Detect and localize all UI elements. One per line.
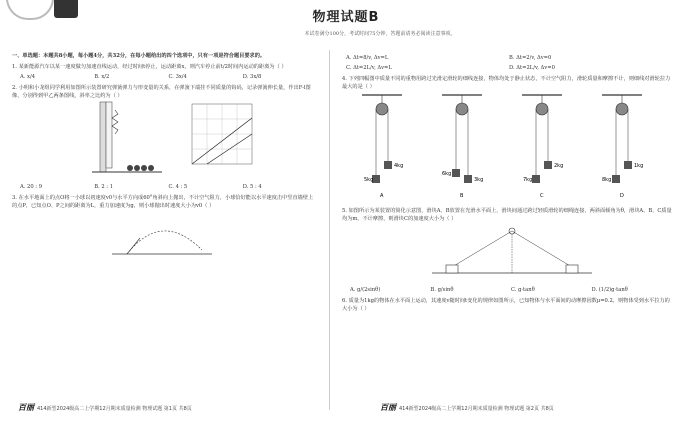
option-b: B. g/sinθ [430, 287, 454, 293]
question-5: 5. 如图所示为某装置的简化示意图，滑块A、B放置在光滑水平面上，滑块间通过跨过轻质滑轮的细绳连接，两斜面倾角为θ，滑块A、B、C质量均为m，不计摩擦，则滑块C的加速度大小为（ ） [342, 208, 672, 222]
mass-left: 8kg [602, 177, 612, 183]
pulley-d [602, 95, 643, 199]
option-c: C. 4 : 5 [168, 184, 188, 190]
mass-right: 3kg [474, 177, 484, 183]
pulley-b [442, 95, 483, 199]
mass-right: 4kg [394, 163, 404, 169]
trajectory [127, 231, 202, 254]
incline-figure [342, 223, 672, 281]
option-label: A [380, 193, 384, 199]
option-a: A. 20 : 9 [20, 184, 42, 190]
question-6: 6. 质量为1kg的物体在水平面上运动，其速度v随时间t变化的规律如图所示，已知物体与水平面间的动摩擦因数μ=0.2，则物体受到水平拉力的大小为（ ） [342, 298, 670, 312]
exam-instructions: 本试卷满分100分，考试时间75分钟，答题前请务必阅读注意事项。 [304, 31, 456, 37]
projectile-figure [12, 210, 317, 260]
option-label: B [460, 193, 464, 199]
footer-right [380, 402, 554, 413]
brand-logo: 百丽 [380, 403, 396, 412]
question-5-options [350, 286, 672, 294]
spring-apparatus [92, 102, 162, 172]
option-b: B. 2 : 1 [94, 184, 114, 190]
option-b: B. Δt=2/v, Δv=0 [509, 55, 552, 61]
pulley-a [362, 95, 403, 199]
section-heading: 一、单选题：本题共8小题，每小题4分，共32分，在每小题给出的四个选项中，只有一项是符合题目要求的。 [12, 53, 266, 59]
option-label: D [620, 193, 624, 199]
question-1: 1. 某新能源汽车以某一速度做匀加速直线运动，经过时间t停止，运动距离x，则汽车停止前t/2时间内运动的距离为（ ） [12, 64, 287, 70]
option-a: A. x/4 [20, 74, 36, 80]
option-d: D. Δt=2L/v, Δv=0 [509, 65, 555, 71]
mass-left: 6kg [442, 171, 452, 177]
brand-logo: 百丽 [18, 403, 34, 412]
question-3: 3. 在水平地面上的点O将一小球以初速度v0与水平方向成60°角斜向上抛出，不计空气阻力，小球恰好能以水平速度击中竖直墙壁上的点P，已知点O、P之间的距离为L，重力加速度为g，则小球抛出时速度大小为v0（ ） [12, 195, 314, 209]
footer-left [18, 402, 192, 413]
option-a: A. g/(2sinθ) [350, 287, 381, 293]
right-column [342, 52, 672, 313]
force-length-graph [192, 104, 252, 164]
left-column [12, 52, 317, 263]
option-b: B. x/2 [94, 74, 110, 80]
footer-text: 414新型2024级高二上学期12月期末质量检测 物理试题 第1页 共8页 [37, 406, 192, 412]
mass-right: 2kg [554, 163, 564, 169]
question-4: 4. 下列四幅图中质量不同的重物用跨过光滑定滑轮的细线连接，物体均处于静止状态，不计空气阻力，滑轮质量和摩擦不计，则细线对滑轮拉力最大的是（ ） [342, 76, 671, 90]
option-d: D. 3x/8 [242, 74, 262, 80]
question-2: 2. 小明和小龙组同学利用如图所示装置研究弹簧弹力与形变量的关系，在弹簧下端挂不同质量的钩码，记录弹簧伸长量，作出F-l图像，分别得到甲乙两条图线，斜率之比约为（ ） [12, 85, 311, 99]
footer-text: 414新型2024级高二上学期12月期末质量检测 物理试题 第2页 共8页 [399, 406, 554, 412]
option-c: C. g·tanθ [511, 287, 535, 293]
mass-left: 7kg [523, 177, 533, 183]
pulley-figures [342, 91, 672, 201]
option-d: D. 5 : 4 [242, 184, 262, 190]
question-2-options [20, 183, 317, 191]
prev-question-options-row1 [346, 54, 672, 62]
option-d: D. (1/2)g·tanθ [591, 287, 628, 293]
mass-left: 5kg [364, 177, 374, 183]
pulley-c [522, 95, 563, 199]
page-title: 物理试题B [312, 10, 380, 25]
option-c: C. Δt=2L/v, Δv=L [346, 65, 392, 71]
option-c: C. 3x/4 [168, 74, 187, 80]
spring-figure [12, 100, 317, 178]
prev-question-options-row2 [346, 64, 672, 72]
option-label: C [540, 193, 544, 199]
column-divider [329, 50, 330, 410]
question-1-options [20, 73, 317, 81]
option-a: A. Δt=8/v, Δv=L [346, 55, 389, 61]
mass-right: 1kg [634, 163, 644, 169]
